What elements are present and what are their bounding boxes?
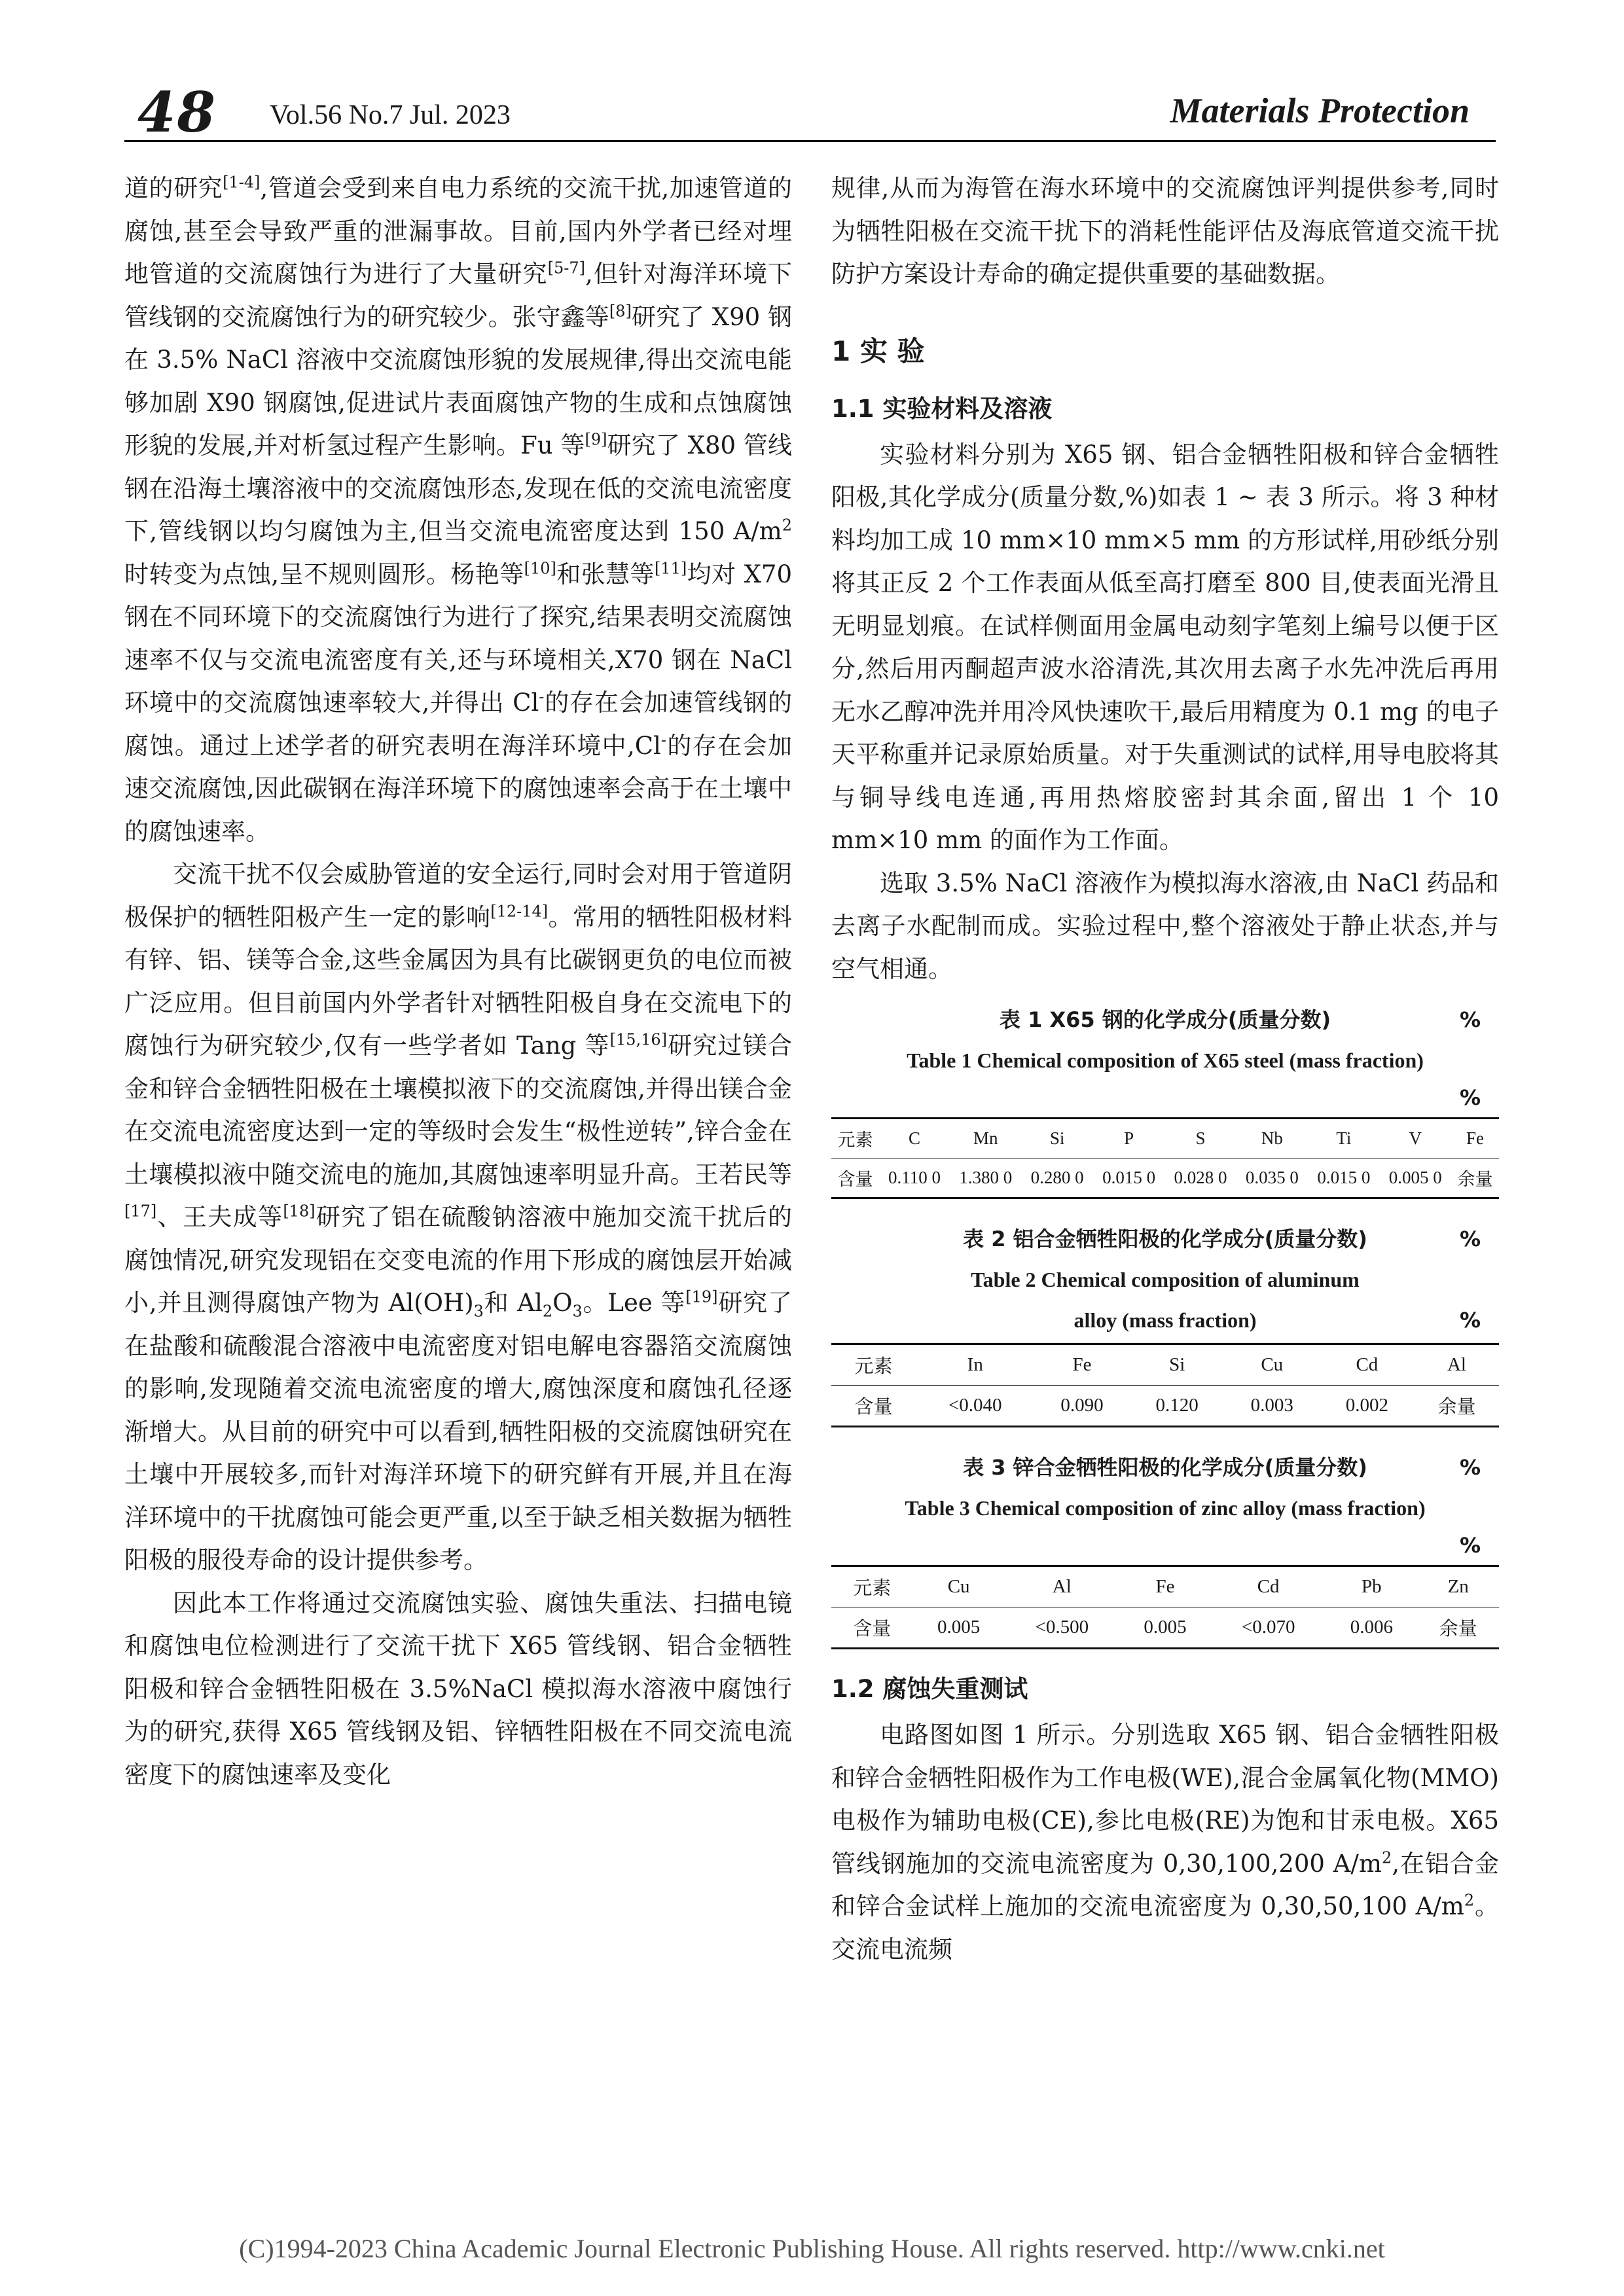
table-1-caption-cn: 表 1 X65 钢的化学成分(质量分数) %	[999, 1007, 1481, 1032]
table-header-row: 元素 C Mn Si P S Nb Ti V Fe	[831, 1119, 1499, 1158]
paragraph: 电路图如图 1 所示。分别选取 X65 钢、铝合金牺牲阳极和锌合金牺牲阳极作为工作电极(WE),混合金属氧化物(MMO)电极作为辅助电极(CE),参比电极(RE)为饱和甘汞电极。X65 管线钢施加的交流电流密度为 0,30,100,200 $A/m^2$,在铝合金和锌合金试样上施加的交流电流密度为 0,30,50,100 $A/m^2$。交流电流频	[831, 1721, 1500, 1964]
table-2	[831, 1219, 1499, 1427]
journal-name: Materials Protection	[1170, 91, 1470, 130]
paragraph: 道的研究[1-4],管道会受到来自电力系统的交流干扰,加速管道的腐蚀,甚至会导致严重的泄漏事故。目前,国内外学者已经对埋地管道的交流腐蚀行为进行了大量研究[5-7],但针对海洋环境下管线钢的交流腐蚀行为的研究较少。张守鑫等[8]研究了 X90 钢在 3.5% NaCl 溶液中交流腐蚀形貌的发展规律,得出交流电能够加剧 X90 钢腐蚀,促进试片表面腐蚀产物的生成和点蚀腐蚀形貌的发展,并对析氢过程产生影响。Fu 等[9]研究了 X80 管线钢在沿海土壤溶液中的交流腐蚀形态,发现在低的交流电流密度下,管线钢以均匀腐蚀为主,但当交流电流密度达到 150 $A/m^2$时转变为点蚀,呈不规则圆形。杨艳等[10]和张慧等[11]均对 X70 钢在不同环境下的交流腐蚀行为进行了探究,结果表明交流腐蚀速率不仅与交流电流密度有关,还与环境相关,X70 钢在 NaCl 环境中的交流腐蚀速率较大,并得出 Cl-的存在会加速管线钢的腐蚀。通过上述学者的研究表明在海洋环境中,Cl-的存在会加速交流腐蚀,因此碳钢在海洋环境下的腐蚀速率会高于在土壤中的腐蚀速率。	[124, 173, 793, 846]
left-column	[124, 167, 792, 1796]
table-row: 含量 0.005 <0.500 0.005 <0.070 0.006 余量	[831, 1607, 1499, 1649]
paragraph: 实验材料分别为 X65 钢、铝合金牺牲阳极和锌合金牺牲阳极,其化学成分(质量分数,%)如表 1 ~ 表 3 所示。将 3 种材料均加工成 10 mm×10 mm×5 mm 的方形试样,用砂纸分别将其正反 2 个工作表面从低至高打磨至 800 目,使表面光滑且无明显划痕。在试样侧面用金属电动刻字笔刻上编号以便于区分,然后用丙酮超声波水浴清洗,其次用去离子水先冲洗后再用无水乙醇冲洗并用冷风快速吹干,最后用精度为 0.1 mg 的电子天平称重并记录原始质量。对于失重测试的试样,用导电胶将其与铜导线电连通,再用热熔胶密封其余面,留出 1 个 10 mm×10 mm 的面作为工作面。	[831, 440, 1499, 854]
page-number: 48	[137, 80, 217, 145]
table-2-caption-cn: 表 2 铝合金牺牲阳极的化学成分(质量分数) %	[963, 1227, 1481, 1251]
citation: [15,16]	[609, 1030, 667, 1049]
paragraph: 交流干扰不仅会威胁管道的安全运行,同时会对用于管道阴极保护的牺牲阳极产生一定的影响[12-14]。常用的牺牲阳极材料有锌、铝、镁等合金,这些金属因为具有比碳钢更负的电位而被广泛应用。但目前国内外学者针对牺牲阳极自身在交流电下的腐蚀行为研究较少,仅有一些学者如 Tang 等[15,16]研究过镁合金和锌合金牺牲阳极在土壤模拟液下的交流腐蚀,并得出镁合金在交流电流密度达到一定的等级时会发生“极性逆转”,锌合金在土壤模拟液中随交流电的施加,其腐蚀速率明显升高。王若民等[17]、王夫成等[18]研究了铝在硫酸钠溶液中施加交流干扰后的腐蚀情况,研究发现铝在交变电流的作用下形成的腐蚀层开始减小,并且测得腐蚀产物为 $Al(OH)_3$和 $Al_2O_3$。Lee 等[19]研究了在盐酸和硫酸混合溶液中电流密度对铝电解电容器箔交流腐蚀的影响,发现随着交流电流密度的增大,腐蚀深度和腐蚀孔径逐渐增大。从目前的研究中可以看到,牺牲阳极的交流腐蚀研究在土壤中开展较多,而针对海洋环境下的研究鲜有开展,并且在海洋环境中的干扰腐蚀可能会更严重,以至于缺乏相关数据为牺牲阳极的服役寿命的设计提供参考。	[124, 860, 793, 1574]
citation: [8]	[609, 302, 632, 321]
table-row: 含量 <0.040 0.090 0.120 0.003 0.002 余量	[831, 1386, 1499, 1427]
paragraph: 规律,从而为海管在海水环境中的交流腐蚀评判提供参考,同时为牺牲阳极在交流干扰下的消耗性能评估及海底管道交流干扰防护方案设计寿命的确定提供重要的基础数据。	[831, 174, 1499, 288]
table-3	[831, 1447, 1499, 1649]
table-1-caption-en: Table 1 Chemical composition of X65 steel (mass fraction)	[907, 1049, 1424, 1072]
table-2-caption-en-2: alloy (mass fraction) %	[1074, 1308, 1481, 1333]
table-3-caption-en: Table 3 Chemical composition of zinc alloy (mass fraction)	[905, 1496, 1426, 1520]
table-1-unit: %	[1459, 1085, 1481, 1110]
citation: [17]	[124, 1202, 157, 1221]
table-3-caption-cn: 表 3 锌合金牺牲阳极的化学成分(质量分数) %	[963, 1455, 1481, 1480]
table-3-grid	[831, 1565, 1499, 1649]
citation: [5-7]	[547, 259, 585, 278]
citation: [11]	[654, 559, 687, 578]
citation: [10]	[524, 559, 556, 578]
citation: [1-4]	[223, 173, 261, 192]
subsection-heading: 1.2 腐蚀失重测试	[831, 1675, 1028, 1703]
table-1-grid	[831, 1117, 1499, 1199]
subsection-heading: 1.1 实验材料及溶液	[831, 394, 1053, 423]
paragraph: 选取 3.5% NaCl 溶液作为模拟海水溶液,由 NaCl 药品和去离子水配制而成。实验过程中,整个溶液处于静止状态,并与空气相通。	[831, 869, 1499, 983]
table-1	[831, 999, 1499, 1199]
paragraph: 因此本工作将通过交流腐蚀实验、腐蚀失重法、扫描电镜和腐蚀电位检测进行了交流干扰下 X65 管线钢、铝合金牺牲阳极和锌合金牺牲阳极在 3.5%NaCl 模拟海水溶液中腐蚀行为的研究,获得 X65 管线钢及铝、锌牺牲阳极在不同交流电流密度下的腐蚀速率及变化	[124, 1588, 792, 1789]
table-header-row: 元素 Cu Al Fe Cd Pb Zn	[831, 1566, 1499, 1607]
table-2-caption-en: Table 2 Chemical composition of aluminum	[971, 1268, 1360, 1291]
citation: [9]	[585, 430, 607, 449]
page-header	[124, 77, 1496, 149]
citation: [12-14]	[490, 902, 549, 921]
header-rule	[124, 140, 1496, 142]
citation: [18]	[283, 1202, 316, 1221]
table-2-grid	[831, 1343, 1499, 1427]
issue-info: Vol.56 No.7 Jul. 2023	[270, 100, 511, 130]
table-3-unit: %	[1459, 1533, 1481, 1558]
citation: [19]	[685, 1287, 718, 1306]
copyright-footer: (C)1994-2023 China Academic Journal Electronic Publishing House. All rights reserved. http://www.cnki.net	[239, 2234, 1385, 2263]
right-column	[831, 167, 1499, 1971]
table-row: 含量 0.110 0 1.380 0 0.280 0 0.015 0 0.028 0 0.035 0 0.015 0 0.005 0 余量	[831, 1158, 1499, 1198]
section-heading: 1 实 验	[831, 334, 925, 367]
table-header-row: 元素 In Fe Si Cu Cd Al	[831, 1344, 1499, 1386]
